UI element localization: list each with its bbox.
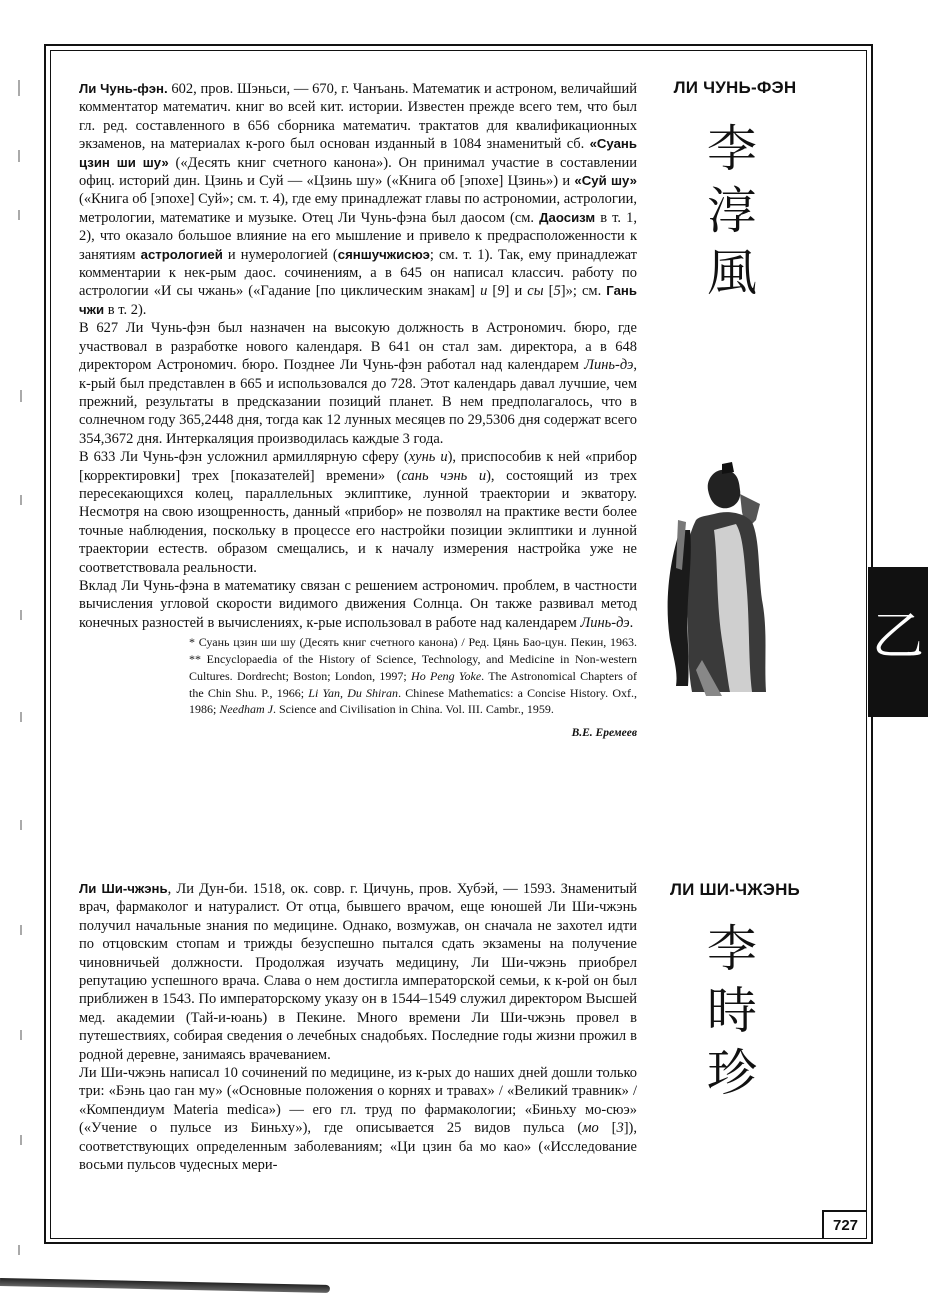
section-thumb-tab: [868, 567, 928, 717]
bold-term: Даосизм: [539, 209, 596, 225]
paragraph: [79, 448, 637, 577]
hanzi-name: [692, 118, 772, 304]
hanzi-char: 時: [707, 982, 757, 1040]
italic-term: Needham J: [219, 702, 273, 717]
thumb-tab-glyph: 乙: [872, 607, 925, 667]
portrait-illustration: [656, 460, 774, 696]
bold-term: Гань чжи: [79, 283, 638, 317]
article-li-chunfeng: [79, 80, 637, 743]
italic-term: 3: [616, 1120, 624, 1137]
text-run: , Ли Дун-би. 1518, ок. совр. г. Цичунь, пров. Хубэй, — 1593. Знаменитый врач, фармаколог и натуралист. От отца, бывшего врачом, еще юношей Ли Ши-чжэнь получил начальные знания по медицине. Однако, возмужав, он сначала не захотел идти по отцовским стопам и трижды безуспешно пытался сдать экзамены на получение чиновничьей должности. Продолжая изучать медицину, Ли Ши-чжэнь приобрел репутацию успешного врача. Слава о нем достигла императорской семьи, к к-рой он был приближен в 1543. По императорскому указу он в 1544–1549 служил директором Высшей мед. академии (Тай-и-юань) в Пекине. Много времени Ли Ши-чжэнь провел в путешествиях, собирая сведения о лечебных снадобьях. Последние годы жизни прожил в родной деревне, занимаясь врачеванием.: [79, 881, 637, 1063]
italic-term: Ho Peng Yoke: [411, 668, 482, 683]
text-run: Вклад Ли Чунь-фэна в математику связан с решением астрономич. проблем, в частности вычисления угловой скорости видимого движения Солнца. Он также развивал метод конечных разностей в вычислениях, к-рые использовал в работе над календарем: [79, 577, 637, 631]
italic-term: Линь-дэ: [580, 614, 630, 631]
hanzi-char: 風: [707, 244, 757, 302]
text-run: ] и: [504, 283, 528, 300]
text-run: Ли Ши-чжэнь написал 10 сочинений по медицине, из к-рых до наших дней дошли только три: «Бэнь цао ган му» («Основные положения о корнях и травах» / «Великий травник» / «Компендиум Materia medica») — его гл. труд по фармакологии; «Биньху мо-сюэ» («Учение о пульсе из Биньху»), где описывается 25 видов пульса (: [79, 1065, 637, 1137]
bold-term: сяншучжисюэ: [337, 246, 430, 262]
text-run: ]), соответствующих определенным заболеваниям; «Ци цзин ба мо као» («Исследование восьми пульсов чудесных мери-: [79, 1120, 637, 1174]
hanzi-char: 李: [707, 120, 757, 178]
text-run: в т. 1, 2), что оказало большое влияние на его мышление и привело к предрасположенности к занятиям: [79, 209, 637, 263]
text-run: ]»; см.: [560, 283, 607, 300]
italic-term: сы: [527, 283, 544, 300]
hanzi-char: 珍: [707, 1044, 757, 1102]
hanzi-char: 淳: [707, 182, 757, 240]
scan-artifact-line: [0, 1278, 330, 1293]
italic-term: хунь и: [408, 449, 448, 466]
text-run: * Суань цзин ши шу (Десять книг счетного канона) / Ред. Цянь Бао-цун. Пекин, 1963. ** Encyclopaedia of the History of Science, Technology, and Medicine in Non-western Cultures. Dordrecht; Boston; London, 1997;: [189, 635, 637, 683]
article-author: В.Е. Еремеев: [571, 727, 637, 740]
paragraph: [79, 880, 637, 1064]
italic-term: 9: [497, 283, 505, 300]
paragraph: [79, 1064, 637, 1174]
italic-term: мо: [582, 1120, 599, 1137]
text-run: в т. 2).: [104, 301, 147, 318]
article-heading: ЛИ ЧУНЬ-ФЭН: [673, 78, 797, 97]
hanzi-char: 李: [707, 920, 757, 978]
bold-term: «Суй шу»: [574, 173, 637, 189]
text-run: («Десять книг счетного канона»). Он принимал участие в составлении офиц. историй дин. Цзинь и Суй — «Цзинь шу» («Книга об [эпохе] Цзинь») и: [79, 154, 638, 190]
italic-term: сань чэнь и: [401, 467, 487, 484]
bold-term: «Суань цзин ши шу»: [79, 136, 637, 170]
text-run: [: [487, 283, 498, 300]
paragraph: [79, 80, 637, 319]
bibliography: [189, 634, 637, 718]
text-run: и нумерологией (: [222, 246, 338, 263]
italic-term: Li Yan, Du Shiran: [308, 685, 399, 700]
text-run: ; см. т. 1). Так, ему принадлежат комментарии к нек-рым даос. сочинениям, а в 645 он написал классич. работу по астрологии «И сы чжань» («Гадание [по циклическим знакам]: [79, 246, 638, 300]
hanzi-name: [692, 918, 772, 1104]
bold-term: Ли Ши-чжэнь: [79, 881, 168, 896]
scan-margin-marks: [14, 0, 24, 1303]
text-run: [: [598, 1120, 617, 1137]
text-run: («Книга об [эпохе] Суй»; см. т. 4), где ему принадлежат главы по астрономии, астрологии, метрологии, математике и музыке. Отец Ли Чунь-фэна был даосом (см.: [79, 191, 637, 226]
text-run: В 627 Ли Чунь-фэн был назначен на высокую должность в Астрономич. бюро, где участвовал в разработке нового календаря. В 641 он стал зам. директора, а в 648 директором Астрономич. бюро. Позднее Ли Чунь-фэн работал над календарем: [79, 320, 637, 374]
text-run: .: [629, 614, 634, 631]
paragraph: [79, 577, 637, 632]
text-run: . Chinese Mathematics: a Concise History. Oxf., 1986;: [189, 685, 637, 717]
text-run: ), состоящий из трех пересекающихся колец, параллельных эклиптике, лунной траектории и экватору. Несмотря на свою изощренность, данный «прибор» не позволял на практике вести более точные наблюдения, поскольку в процессе его настройки позиции эклиптики и лунной траектории естеств. образом смещались, и к началу измерения настройка уже не соответствовала реальности.: [79, 467, 637, 576]
text-run: . Science and Civilisation in China. Vol. III. Cambr., 1959.: [273, 702, 554, 717]
italic-term: и: [480, 283, 488, 300]
text-run: [: [543, 283, 554, 300]
article-li-shizhen: [79, 880, 637, 1175]
page-number: 727: [822, 1210, 867, 1239]
text-run: В 633 Ли Чунь-фэн усложнил армиллярную сферу (: [79, 449, 409, 466]
paragraph: [79, 319, 637, 448]
article-heading: ЛИ ШИ-ЧЖЭНЬ: [670, 880, 800, 899]
text-run: , к-рый был представлен в 665 и использовался до 728. Этот календарь давал лучшие, чем прежний, результаты в предсказании позиций планет. В нем предполагалось, что в солнечном году 365,2448 дня, тогда как 12 лунных месяцев по 29,5306 дня содержат всего 354,3672 дня. Интеркаляция производилась каждые 3 года.: [79, 357, 637, 447]
text-run: . The Astronomical Chapters of the Chin Shu. P., 1966;: [189, 668, 638, 700]
text-run: 602, пров. Шэньси, — 670, г. Чанъань. Математик и астроном, величайший комментатор математич. книг во всей кит. истории. Известен прежде всего тем, что был гл. ред. составленного в 656 сборника математич. трактатов для квалификационных экзаменов, на материалах к-рого был основан изданный в 1084 знаменитый сб.: [79, 81, 637, 153]
bold-term: Ли Чунь-фэн.: [79, 81, 168, 96]
text-run: ), приспособив к ней «прибор [корректировки] трех [показателей] времени» (: [79, 449, 637, 484]
italic-term: 5: [553, 283, 561, 300]
bold-term: астрологией: [140, 246, 223, 262]
italic-term: Линь-дэ: [584, 357, 634, 374]
